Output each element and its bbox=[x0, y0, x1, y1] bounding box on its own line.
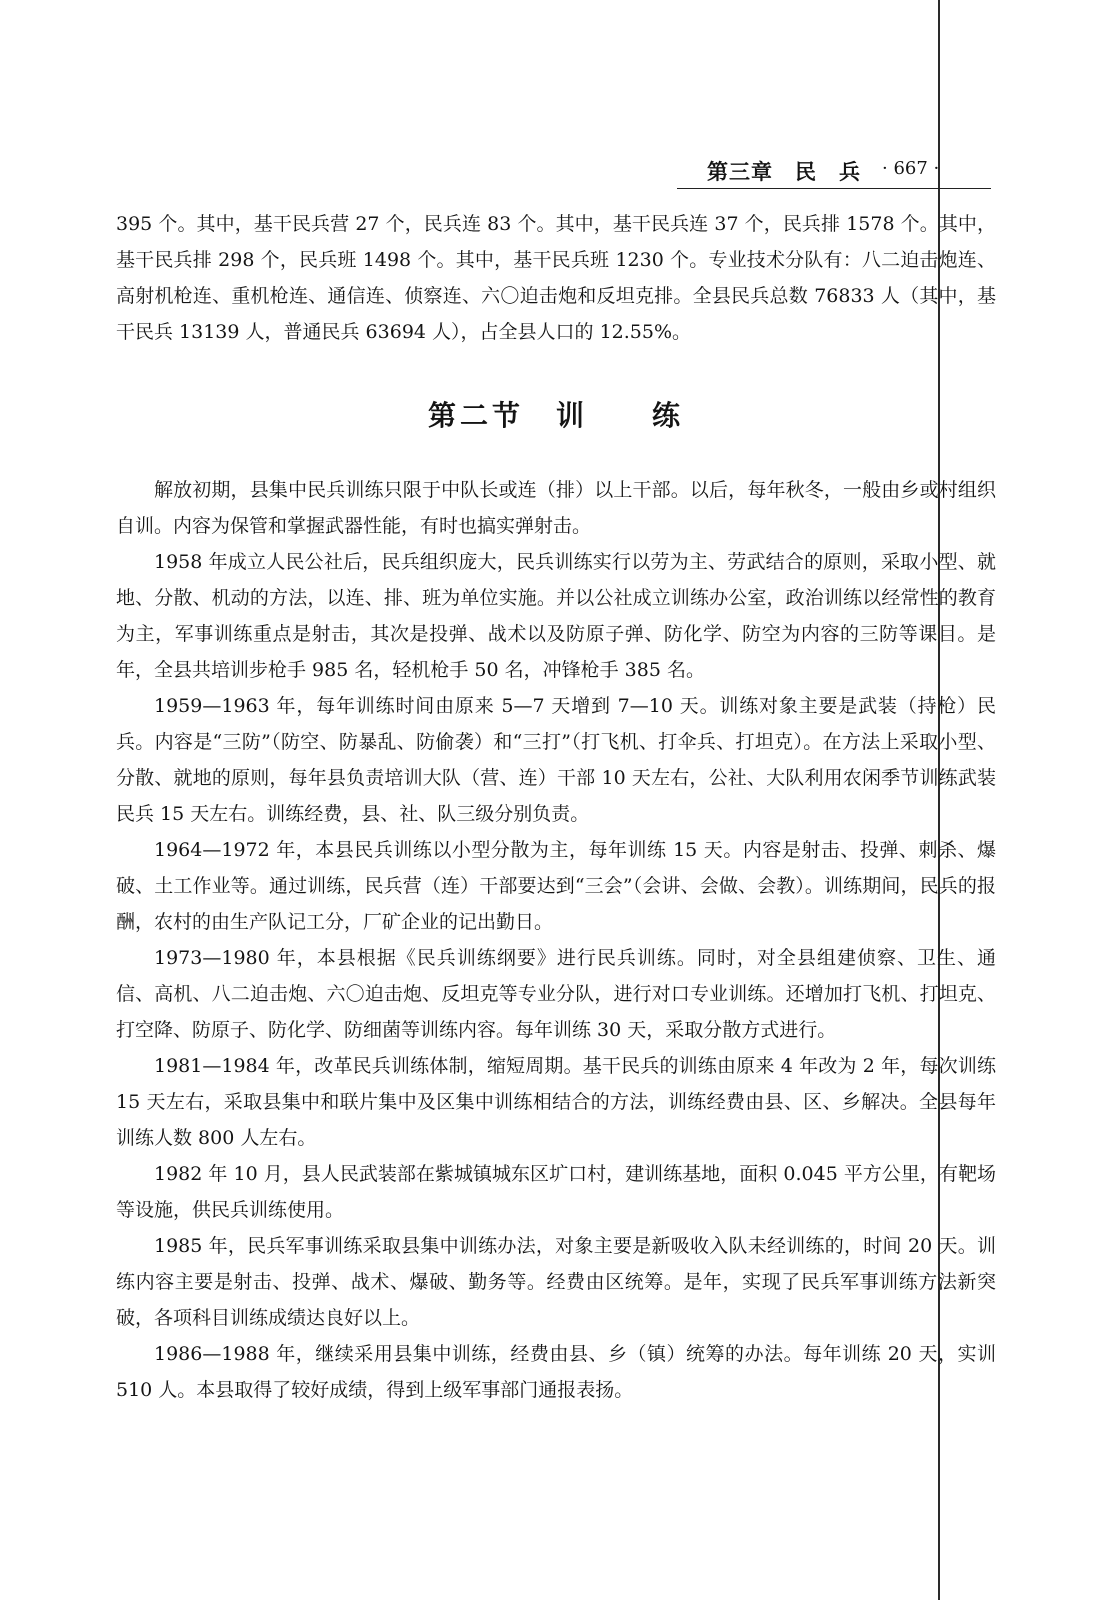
page-number: · 667 · bbox=[882, 158, 940, 179]
section-paragraphs bbox=[116, 472, 996, 1408]
paragraph: 1981—1984 年，改革民兵训练体制，缩短周期。基干民兵的训练由原来 4 年改为 2 年，每次训练 15 天左右，采取县集中和联片集中及区集中训练相结合的方法，训练经费由县、区、乡解决。全县每年训练人数 800 人左右。 bbox=[116, 1055, 996, 1149]
chapter-title: 第三章 民 兵 bbox=[707, 159, 861, 184]
paragraph: 1986—1988 年，继续采用县集中训练，经费由县、乡（镇）统筹的办法。每年训练 20 天，实训 510 人。本县取得了较好成绩，得到上级军事部门通报表扬。 bbox=[116, 1343, 996, 1401]
running-header bbox=[677, 152, 991, 189]
paragraph: 1964—1972 年，本县民兵训练以小型分散为主，每年训练 15 天。内容是射击、投弹、刺杀、爆破、土工作业等。通过训练，民兵营（连）干部要达到“三会”（会讲、会做、会教）。训练期间，民兵的报酬，农村的由生产队记工分，厂矿企业的记出勤日。 bbox=[116, 839, 996, 933]
page-body bbox=[116, 206, 996, 1408]
continuation-paragraph: 395 个。其中，基干民兵营 27 个，民兵连 83 个。其中，基干民兵连 37 个，民兵排 1578 个。其中，基干民兵排 298 个，民兵班 1498 个。其中，基干民兵班 1230 个。专业技术分队有：八二迫击炮连、高射机枪连、重机枪连、通信连、侦察连、六〇迫击炮和反坦克排。全县民兵总数 76833 人（其中，基干民兵 13139 人，普通民兵 63694 人），占全县人口的 12.55%。 bbox=[116, 213, 996, 343]
paragraph: 1982 年 10 月，县人民武装部在紫城镇城东区圹口村，建训练基地，面积 0.045 平方公里，有靶场等设施，供民兵训练使用。 bbox=[116, 1163, 996, 1221]
paragraph: 1959—1963 年，每年训练时间由原来 5—7 天增到 7—10 天。训练对象主要是武装（持枪）民兵。内容是“三防”（防空、防暴乱、防偷袭）和“三打”（打飞机、打伞兵、打坦克）。在方法上采取小型、分散、就地的原则，每年县负责培训大队（营、连）干部 10 天左右，公社、大队利用农闲季节训练武装民兵 15 天左右。训练经费，县、社、队三级分别负责。 bbox=[116, 695, 996, 825]
section-title: 第二节 训 练 bbox=[427, 399, 684, 432]
paragraph: 解放初期，县集中民兵训练只限于中队长或连（排）以上干部。以后，每年秋冬，一般由乡或村组织自训。内容为保管和掌握武器性能，有时也搞实弹射击。 bbox=[116, 479, 996, 537]
paragraph: 1958 年成立人民公社后，民兵组织庞大，民兵训练实行以劳为主、劳武结合的原则，采取小型、就地、分散、机动的方法，以连、排、班为单位实施。并以公社成立训练办公室，政治训练以经常性的教育为主，军事训练重点是射击，其次是投弹、战术以及防原子弹、防化学、防空为内容的三防等课目。是年，全县共培训步枪手 985 名，轻机枪手 50 名，冲锋枪手 385 名。 bbox=[116, 551, 996, 681]
paragraph: 1973—1980 年，本县根据《民兵训练纲要》进行民兵训练。同时，对全县组建侦察、卫生、通信、高机、八二迫击炮、六〇迫击炮、反坦克等专业分队，进行对口专业训练。还增加打飞机、打坦克、打空降、防原子、防化学、防细菌等训练内容。每年训练 30 天，采取分散方式进行。 bbox=[116, 947, 996, 1041]
paragraph: 1985 年，民兵军事训练采取县集中训练办法，对象主要是新吸收入队未经训练的，时间 20 天。训练内容主要是射击、投弹、战术、爆破、勤务等。经费由区统筹。是年，实现了民兵军事训练方法新突破，各项科目训练成绩达良好以上。 bbox=[116, 1235, 996, 1329]
